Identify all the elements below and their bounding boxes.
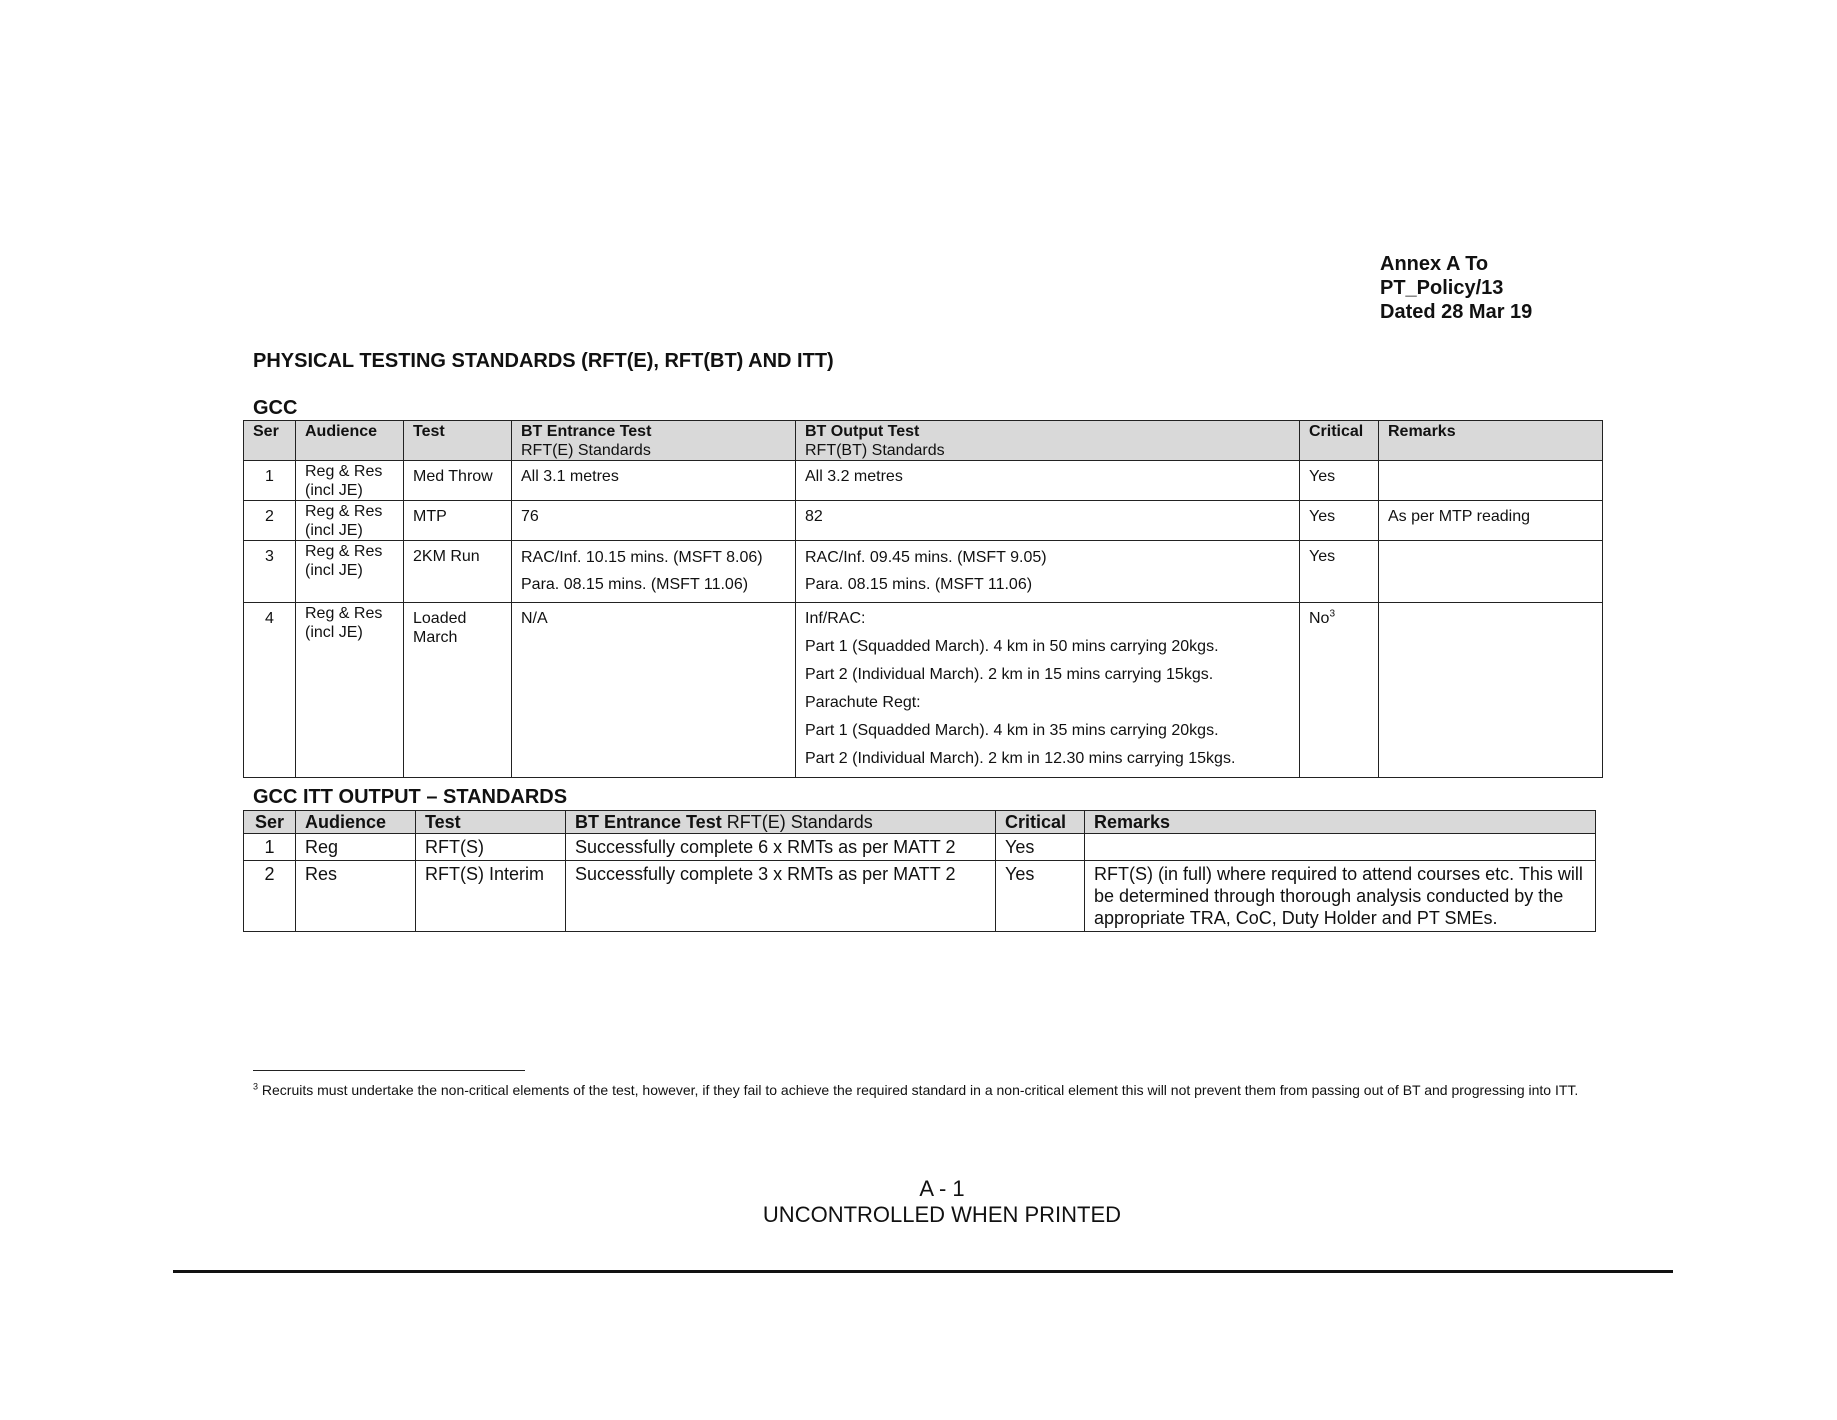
audience-cell: Reg & Res (incl JE) (296, 501, 404, 541)
remarks-cell (1085, 834, 1596, 861)
test-cell: RFT(S) Interim (416, 861, 566, 932)
entrance-cell: All 3.1 metres (512, 461, 796, 501)
critical-value: No (1309, 610, 1330, 627)
entrance-header-subtitle: RFT(E) Standards (726, 812, 873, 832)
print-notice: UNCONTROLLED WHEN PRINTED (762, 1202, 1122, 1227)
output-line: Inf/RAC: (805, 610, 866, 627)
output-cell: All 3.2 metres (796, 461, 1300, 501)
audience-cell: Reg (296, 834, 416, 861)
output-header-title: BT Output Test (805, 423, 920, 440)
remarks-cell (1379, 461, 1603, 501)
critical-cell: Yes (1300, 501, 1379, 541)
ser-cell: 4 (244, 603, 296, 778)
audience-cell: Reg & Res (incl JE) (296, 461, 404, 501)
entrance-cell: Successfully complete 3 x RMTs as per MATT 2 (566, 861, 996, 932)
ser-cell: 1 (244, 461, 296, 501)
table-header-row (244, 811, 1596, 834)
table-row (244, 501, 1603, 541)
entrance-line: RAC/Inf. 10.15 mins. (MSFT 8.06) (521, 549, 763, 566)
table-header-row (244, 421, 1603, 461)
entrance-cell (512, 541, 796, 603)
column-header-test: Test (416, 811, 566, 834)
critical-cell: Yes (996, 861, 1085, 932)
table-row (244, 861, 1596, 932)
remarks-cell (1379, 541, 1603, 603)
column-header-remarks: Remarks (1085, 811, 1596, 834)
critical-cell: Yes (1300, 461, 1379, 501)
test-cell: MTP (404, 501, 512, 541)
entrance-header-title: BT Entrance Test (521, 423, 652, 440)
output-line: Part 1 (Squadded March). 4 km in 50 mins carrying 20kgs. (805, 638, 1219, 655)
column-header-audience: Audience (296, 811, 416, 834)
remarks-cell: RFT(S) (in full) where required to attend courses etc. This will be determined through thorough analysis conducted by the appropriate TRA, CoC, Duty Holder and PT SMEs. (1085, 861, 1596, 932)
output-line: Parachute Regt: (805, 694, 921, 711)
column-header-audience: Audience (296, 421, 404, 461)
ser-cell: 1 (244, 834, 296, 861)
critical-cell: Yes (996, 834, 1085, 861)
column-header-critical: Critical (996, 811, 1085, 834)
audience-cell: Res (296, 861, 416, 932)
test-cell: Loaded March (404, 603, 512, 778)
entrance-cell: 76 (512, 501, 796, 541)
output-header-subtitle: RFT(BT) Standards (805, 442, 945, 459)
output-line: Part 2 (Individual March). 2 km in 15 mins carrying 15kgs. (805, 666, 1214, 683)
column-header-output (796, 421, 1300, 461)
test-cell: RFT(S) (416, 834, 566, 861)
footnote-text: Recruits must undertake the non-critical elements of the test, however, if they fail to achieve the required standard in a non-critical element this will not prevent them from passing out of BT and progressing into ITT. (261, 1082, 1579, 1098)
footnote (253, 1082, 1643, 1099)
critical-cell (1300, 603, 1379, 778)
document-date: Dated 28 Mar 19 (1380, 301, 1533, 323)
column-header-entrance (512, 421, 796, 461)
document-title: PHYSICAL TESTING STANDARDS (RFT(E), RFT(BT) AND ITT) (253, 350, 834, 372)
entrance-line: Para. 08.15 mins. (MSFT 11.06) (521, 576, 749, 593)
gcc-itt-heading: GCC ITT OUTPUT – STANDARDS (253, 786, 568, 808)
audience-cell: Reg & Res (incl JE) (296, 541, 404, 603)
output-line: Part 2 (Individual March). 2 km in 12.30 mins carrying 15kgs. (805, 750, 1236, 767)
column-header-critical: Critical (1300, 421, 1379, 461)
audience-cell: Reg & Res (incl JE) (296, 603, 404, 778)
ser-cell: 3 (244, 541, 296, 603)
annex-line: Annex A To (1380, 253, 1489, 275)
output-line: RAC/Inf. 09.45 mins. (MSFT 9.05) (805, 549, 1047, 566)
policy-reference: PT_Policy/13 (1380, 277, 1504, 299)
output-line: Para. 08.15 mins. (MSFT 11.06) (805, 576, 1033, 593)
column-header-ser: Ser (244, 421, 296, 461)
column-header-entrance (566, 811, 996, 834)
test-cell: Med Throw (404, 461, 512, 501)
column-header-test: Test (404, 421, 512, 461)
output-cell (796, 603, 1300, 778)
output-line: Part 1 (Squadded March). 4 km in 35 mins carrying 20kgs. (805, 722, 1219, 739)
entrance-header-title: BT Entrance Test (575, 812, 722, 832)
ser-cell: 2 (244, 501, 296, 541)
column-header-remarks: Remarks (1379, 421, 1603, 461)
gcc-standards-table (243, 420, 1603, 778)
remarks-cell (1379, 603, 1603, 778)
page-number: A - 1 (919, 1176, 965, 1201)
test-cell: 2KM Run (404, 541, 512, 603)
table-row (244, 461, 1603, 501)
remarks-cell: As per MTP reading (1379, 501, 1603, 541)
annex-reference (1380, 252, 1532, 324)
column-header-ser: Ser (244, 811, 296, 834)
gcc-itt-table (243, 810, 1596, 932)
table-row (244, 603, 1603, 778)
entrance-cell: Successfully complete 6 x RMTs as per MATT 2 (566, 834, 996, 861)
table-row (244, 541, 1603, 603)
footnote-reference: 3 (1329, 608, 1336, 620)
output-cell: 82 (796, 501, 1300, 541)
gcc-heading: GCC (253, 397, 298, 419)
output-cell (796, 541, 1300, 603)
table-row (244, 834, 1596, 861)
footnote-divider (253, 1070, 525, 1071)
entrance-header-subtitle: RFT(E) Standards (521, 442, 651, 459)
ser-cell: 2 (244, 861, 296, 932)
footnote-mark: 3 (253, 1081, 259, 1092)
entrance-cell: N/A (512, 603, 796, 778)
critical-cell: Yes (1300, 541, 1379, 603)
footer-rule (173, 1270, 1673, 1273)
